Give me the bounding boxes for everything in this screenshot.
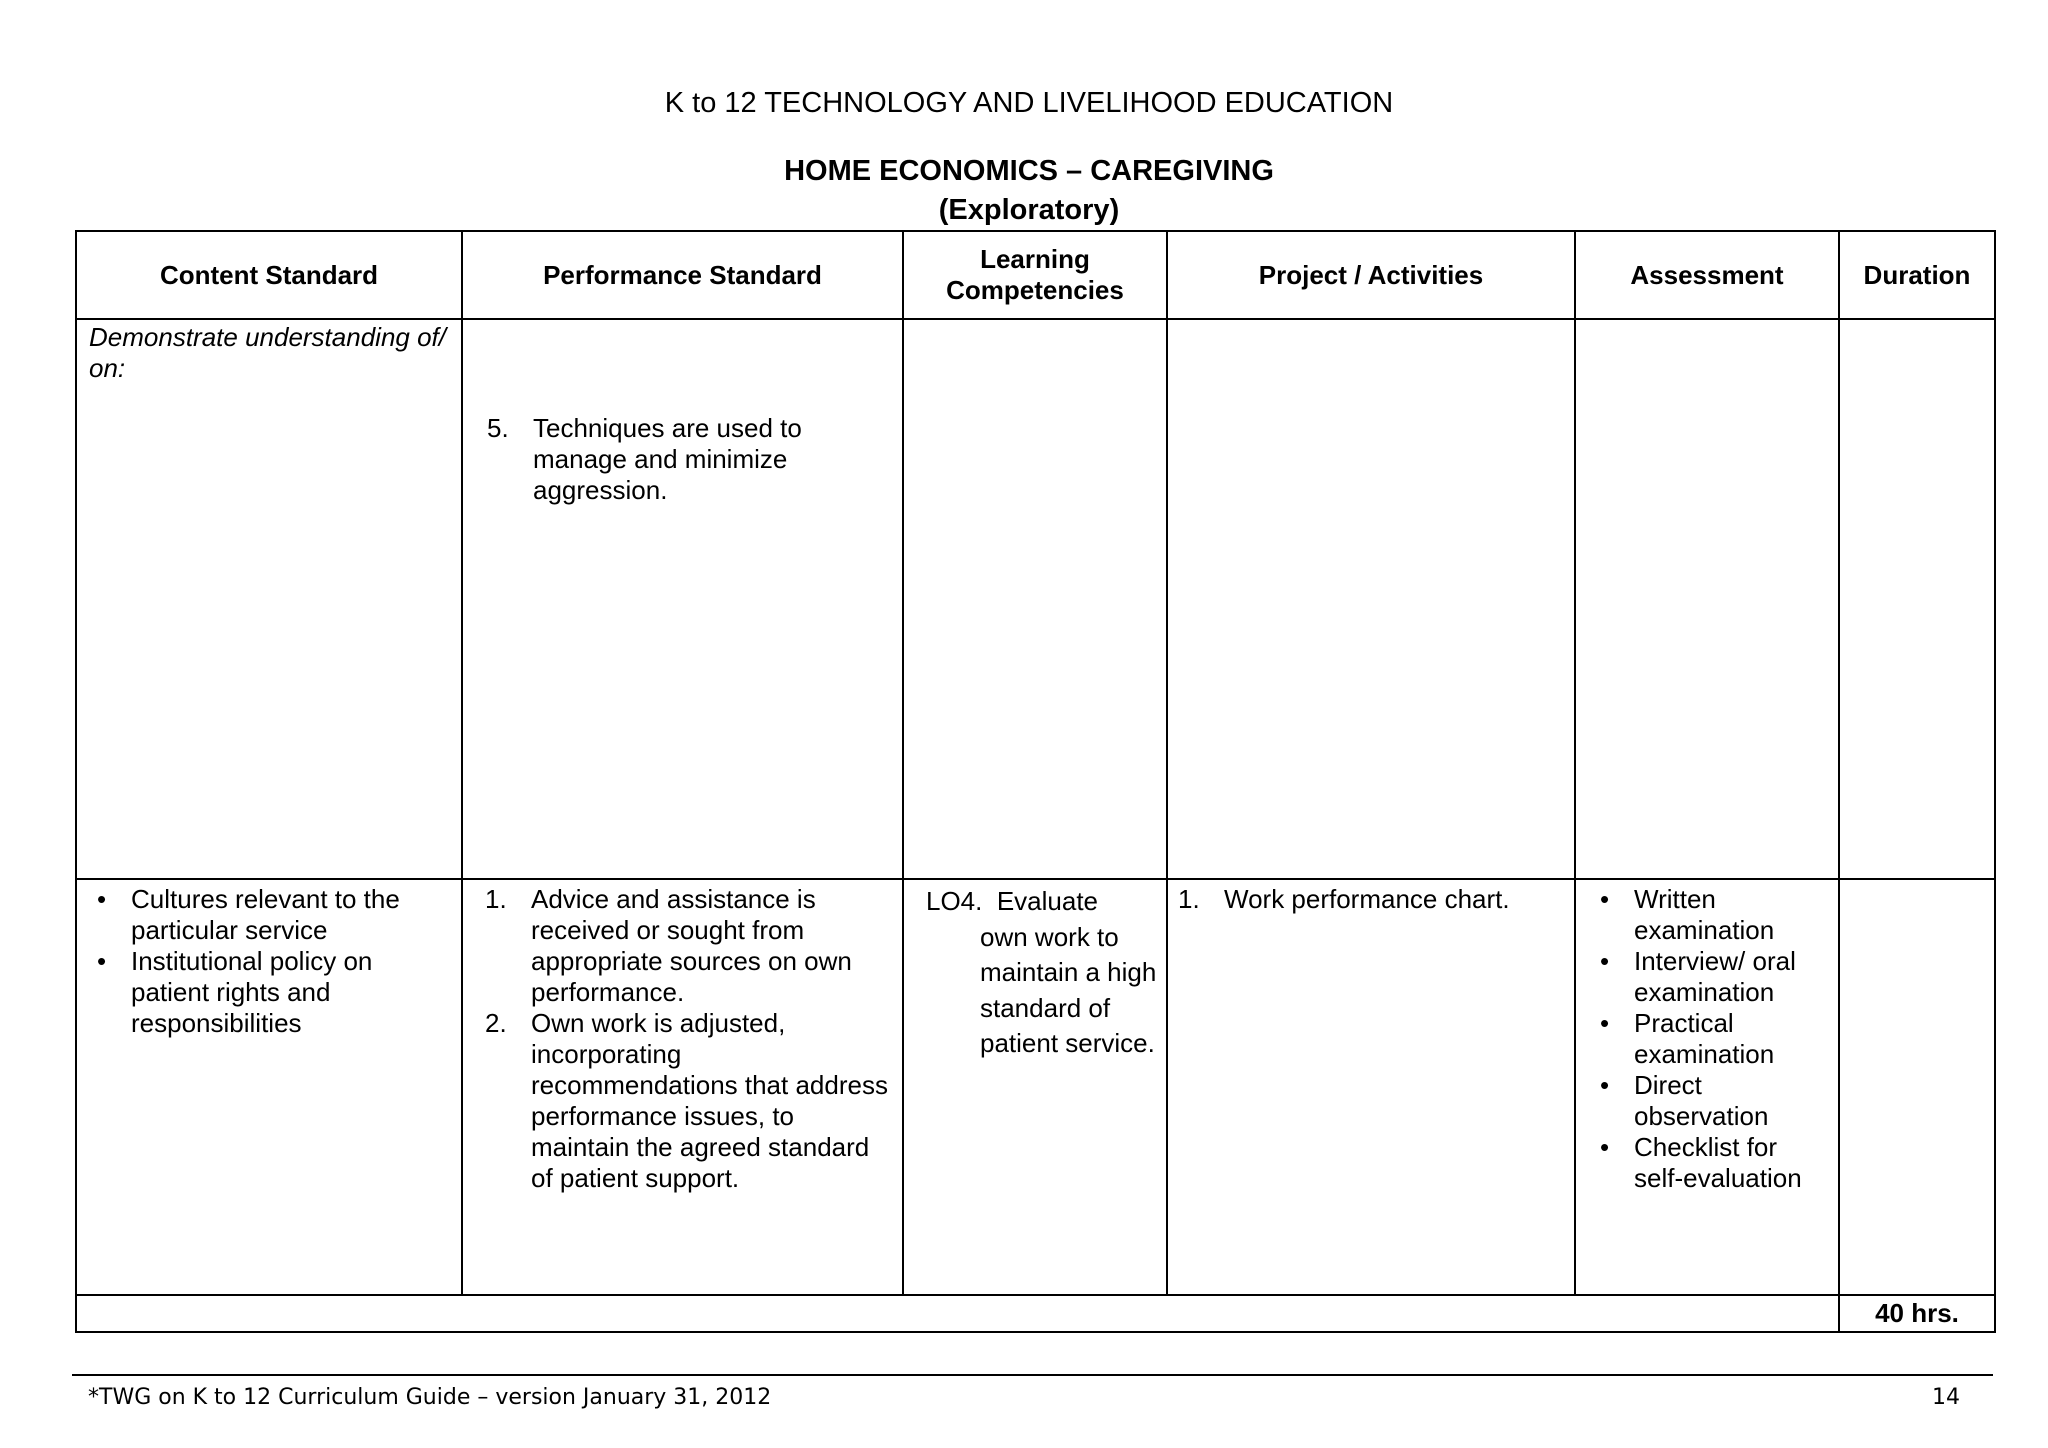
list-item: [1588, 946, 1830, 1008]
page-number: 14: [1932, 1385, 1960, 1410]
learning-outcome-verb: Evaluate: [996, 886, 1099, 916]
table-row: [76, 319, 1995, 879]
list-item: [1588, 1008, 1830, 1070]
list-item-text: Work performance chart.: [1224, 884, 1510, 914]
list-number: 2.: [485, 1008, 507, 1038]
bullet-icon: •: [1600, 1008, 1610, 1038]
column-header: Assessment: [1575, 231, 1839, 319]
learning-competencies-cell: [903, 879, 1167, 1295]
list-item-text: Institutional policy on patient rights and responsibilities: [131, 946, 373, 1038]
performance-standard-list: [487, 413, 892, 506]
table-header-row: [76, 231, 1995, 319]
document-track: (Exploratory): [938, 194, 1120, 226]
table-row: [76, 879, 1995, 1295]
list-item-text: Direct observation: [1634, 1070, 1769, 1131]
assessment-list: [1588, 884, 1830, 1194]
project-activities-list: [1178, 884, 1566, 915]
document-subject: HOME ECONOMICS – CAREGIVING: [784, 155, 1274, 187]
learning-outcome-heading: [926, 884, 1158, 920]
list-item: [485, 1008, 892, 1194]
performance-standard-cell: [462, 319, 903, 879]
content-standard-cell: [76, 879, 462, 1295]
bullet-icon: •: [97, 884, 107, 914]
bullet-icon: •: [1600, 946, 1610, 976]
list-number: 1.: [1178, 884, 1200, 914]
list-item: [85, 946, 451, 1039]
list-item: [1178, 884, 1566, 915]
list-item-text: Written examination: [1634, 884, 1775, 945]
list-item: [1588, 1132, 1830, 1194]
learning-competencies-cell: [903, 319, 1167, 879]
list-item: [1588, 884, 1830, 946]
project-activities-cell: [1167, 319, 1575, 879]
content-standard-cell: Demonstrate understanding of/ on:: [76, 319, 462, 879]
list-number: 5.: [487, 413, 509, 443]
project-activities-cell: [1167, 879, 1575, 1295]
bullet-icon: •: [1600, 884, 1610, 914]
performance-standard-cell: [462, 879, 903, 1295]
content-standard-list: [85, 884, 451, 1039]
assessment-cell: [1575, 319, 1839, 879]
learning-outcome-code: LO4.: [926, 886, 983, 916]
total-label-cell: [76, 1295, 1839, 1332]
column-header: Learning Competencies: [903, 231, 1167, 319]
duration-cell: [1839, 879, 1995, 1295]
performance-standard-list: [485, 884, 892, 1194]
list-item: [487, 413, 892, 506]
list-item: [1588, 1070, 1830, 1132]
footer-version-note: *TWG on K to 12 Curriculum Guide – version January 31, 2012: [88, 1385, 772, 1410]
list-item: [485, 884, 892, 1008]
column-header: Performance Standard: [462, 231, 903, 319]
list-item-text: Cultures relevant to the particular service: [131, 884, 400, 945]
total-row: [76, 1295, 1995, 1332]
list-item-text: Checklist for self-evaluation: [1634, 1132, 1802, 1193]
list-item-text: Techniques are used to manage and minimize aggression.: [533, 413, 802, 505]
bullet-icon: •: [1600, 1070, 1610, 1100]
duration-cell: [1839, 319, 1995, 879]
list-item-text: Practical examination: [1634, 1008, 1775, 1069]
total-duration: 40 hrs.: [1839, 1295, 1995, 1332]
list-number: 1.: [485, 884, 507, 914]
footer-divider: [72, 1374, 1993, 1376]
bullet-icon: •: [97, 946, 107, 976]
list-item-text: Own work is adjusted, incorporating recommendations that address performance issues, to maintain the agreed standard of patient support.: [531, 1008, 888, 1193]
assessment-cell: [1575, 879, 1839, 1295]
column-header: Content Standard: [76, 231, 462, 319]
document-title: K to 12 TECHNOLOGY AND LIVELIHOOD EDUCATION: [664, 87, 1394, 119]
curriculum-table: [75, 230, 1996, 1333]
list-item: [85, 884, 451, 946]
bullet-icon: •: [1600, 1132, 1610, 1162]
list-item-text: Interview/ oral examination: [1634, 946, 1796, 1007]
list-item-text: Advice and assistance is received or sought from appropriate sources on own performance.: [531, 884, 852, 1007]
learning-outcome-text: own work to maintain a high standard of patient service.: [980, 921, 1157, 1058]
column-header: Project / Activities: [1167, 231, 1575, 319]
column-header: Duration: [1839, 231, 1995, 319]
